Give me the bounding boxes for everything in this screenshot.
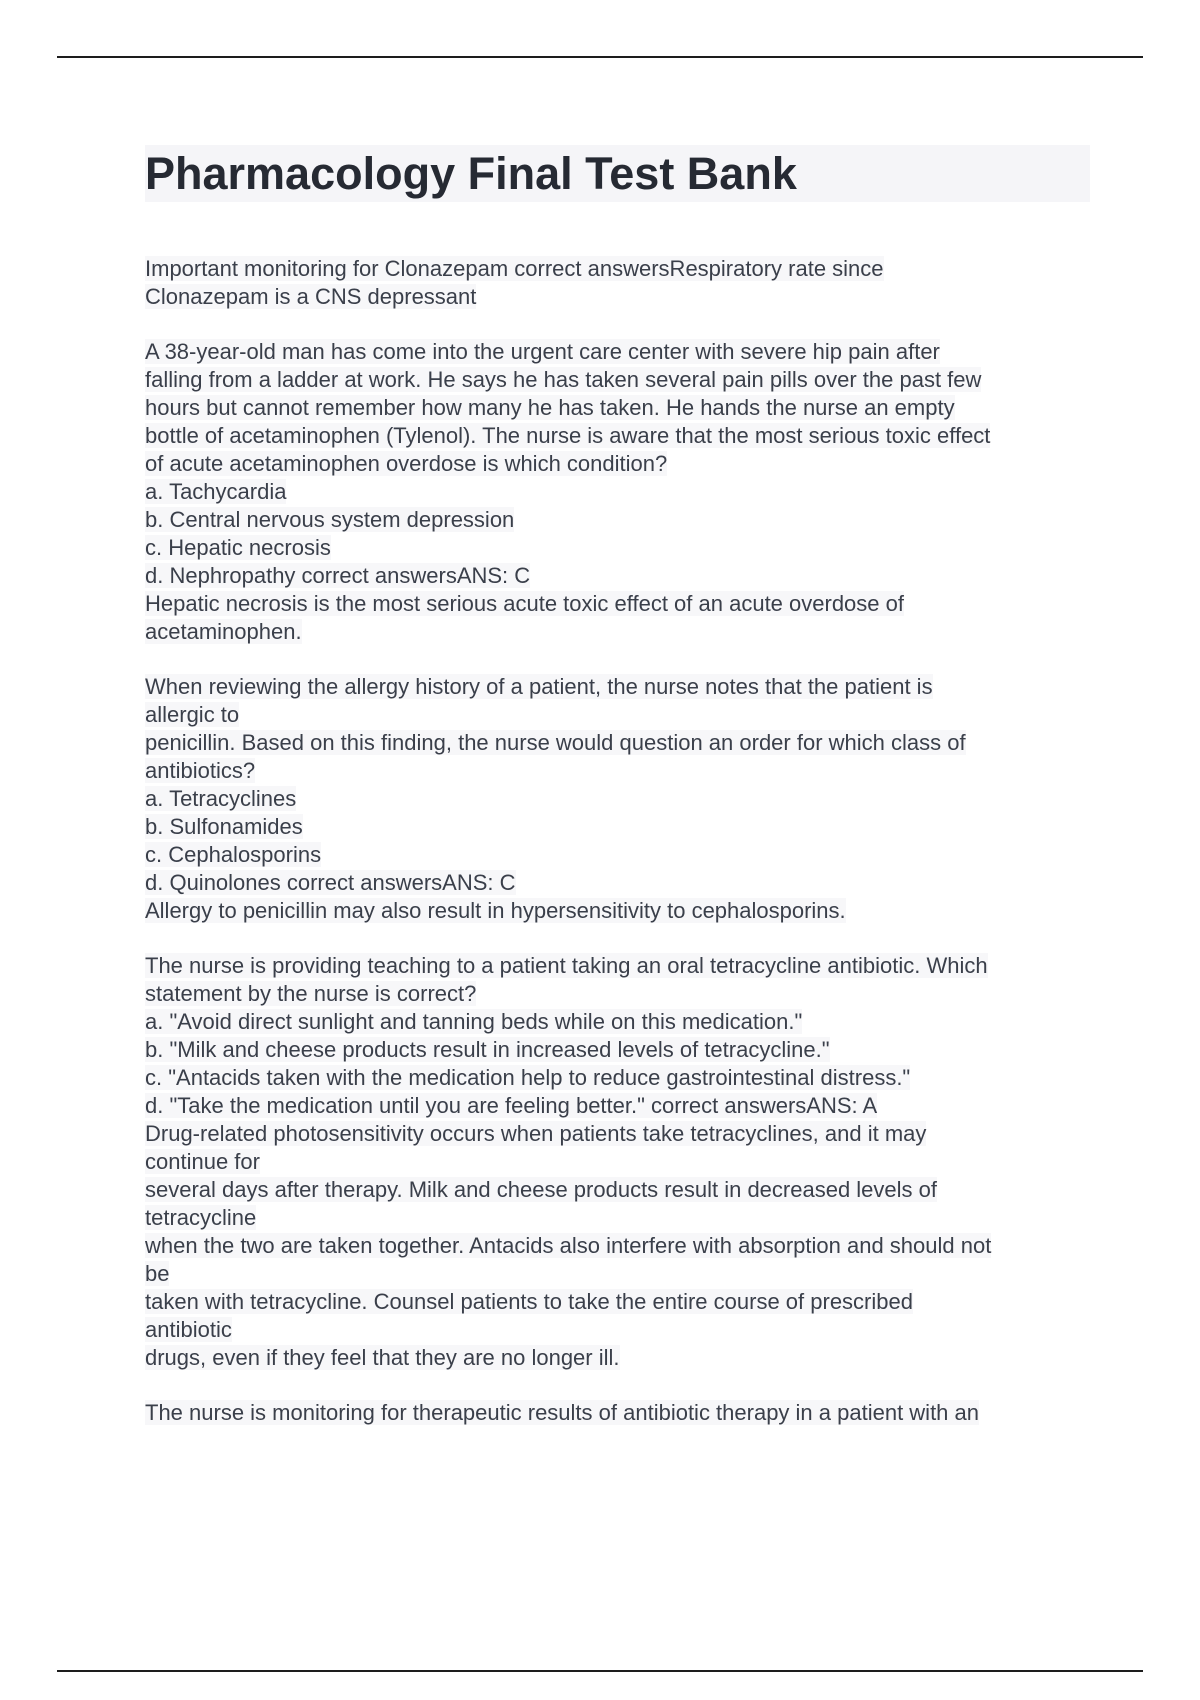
text-line-content: antibiotic <box>145 1317 232 1342</box>
text-line <box>145 841 1095 869</box>
text-line <box>145 673 1095 701</box>
text-line-content: falling from a ladder at work. He says he has taken several pain pills over the past few <box>145 367 982 392</box>
text-line <box>145 618 1095 646</box>
document-body <box>145 255 1095 1454</box>
text-line-content: d. Quinolones correct answersANS: C <box>145 870 516 895</box>
text-line-content: Hepatic necrosis is the most serious acute toxic effect of an acute overdose of <box>145 591 904 616</box>
text-line <box>145 1148 1095 1176</box>
text-line <box>145 1204 1095 1232</box>
text-line-content: The nurse is monitoring for therapeutic results of antibiotic therapy in a patient with an <box>145 1400 980 1425</box>
text-line <box>145 1092 1095 1120</box>
text-line-content: c. "Antacids taken with the medication help to reduce gastrointestinal distress." <box>145 1065 911 1090</box>
text-line-content: drugs, even if they feel that they are no longer ill. <box>145 1345 620 1370</box>
top-rule <box>57 56 1143 58</box>
qa-block <box>145 338 1095 646</box>
title-banner <box>145 145 1090 202</box>
text-line-content: b. Sulfonamides <box>145 814 303 839</box>
text-line-content: When reviewing the allergy history of a patient, the nurse notes that the patient is <box>145 674 933 699</box>
text-line-content: Clonazepam is a CNS depressant <box>145 284 477 309</box>
text-line <box>145 701 1095 729</box>
text-line <box>145 980 1095 1008</box>
text-line <box>145 1036 1095 1064</box>
text-line-content: antibiotics? <box>145 758 256 783</box>
text-line <box>145 506 1095 534</box>
text-line <box>145 450 1095 478</box>
text-line <box>145 338 1095 366</box>
text-line-content: d. "Take the medication until you are feeling better." correct answersANS: A <box>145 1093 878 1118</box>
text-line <box>145 1176 1095 1204</box>
text-line <box>145 869 1095 897</box>
text-line-content: when the two are taken together. Antacids also interfere with absorption and should not <box>145 1233 992 1258</box>
qa-block <box>145 673 1095 925</box>
text-line <box>145 729 1095 757</box>
text-line-content: of acute acetaminophen overdose is which condition? <box>145 451 668 476</box>
text-line-content: b. Central nervous system depression <box>145 507 515 532</box>
qa-block <box>145 255 1095 311</box>
page-title: Pharmacology Final Test Bank <box>145 148 797 199</box>
text-line <box>145 1064 1095 1092</box>
bottom-rule <box>57 1670 1143 1672</box>
text-line <box>145 422 1095 450</box>
text-line-content: several days after therapy. Milk and cheese products result in decreased levels of <box>145 1177 937 1202</box>
text-line <box>145 1399 1095 1427</box>
text-line <box>145 813 1095 841</box>
text-line <box>145 785 1095 813</box>
text-line <box>145 1344 1095 1372</box>
text-line <box>145 757 1095 785</box>
text-line <box>145 1288 1095 1316</box>
text-line-content: d. Nephropathy correct answersANS: C <box>145 563 531 588</box>
text-line-content: allergic to <box>145 702 240 727</box>
text-line-content: a. Tetracyclines <box>145 786 297 811</box>
text-line-content: taken with tetracycline. Counsel patients to take the entire course of prescribed <box>145 1289 913 1314</box>
text-line-content: a. "Avoid direct sunlight and tanning beds while on this medication." <box>145 1009 803 1034</box>
text-line-content: A 38-year-old man has come into the urgent care center with severe hip pain after <box>145 339 940 364</box>
text-line <box>145 952 1095 980</box>
text-line <box>145 534 1095 562</box>
text-line-content: Allergy to penicillin may also result in hypersensitivity to cephalosporins. <box>145 898 846 923</box>
text-line-content: Drug-related photosensitivity occurs when patients take tetracyclines, and it may <box>145 1121 927 1146</box>
text-line <box>145 1008 1095 1036</box>
text-line <box>145 478 1095 506</box>
text-line-content: acetaminophen. <box>145 619 302 644</box>
text-line-content: The nurse is providing teaching to a patient taking an oral tetracycline antibiotic. Which <box>145 953 988 978</box>
text-line-content: statement by the nurse is correct? <box>145 981 477 1006</box>
text-line <box>145 562 1095 590</box>
text-line <box>145 897 1095 925</box>
text-line <box>145 1316 1095 1344</box>
text-line <box>145 1232 1095 1260</box>
text-line-content: hours but cannot remember how many he has taken. He hands the nurse an empty <box>145 395 955 420</box>
text-line-content: continue for <box>145 1149 260 1174</box>
qa-block <box>145 952 1095 1372</box>
text-line-content: tetracycline <box>145 1205 257 1230</box>
text-line-content: a. Tachycardia <box>145 479 287 504</box>
text-line <box>145 255 1095 283</box>
text-line <box>145 1260 1095 1288</box>
text-line <box>145 366 1095 394</box>
text-line-content: c. Cephalosporins <box>145 842 322 867</box>
text-line-content: c. Hepatic necrosis <box>145 535 331 560</box>
text-line-content: bottle of acetaminophen (Tylenol). The nurse is aware that the most serious toxic effect <box>145 423 991 448</box>
text-line <box>145 1120 1095 1148</box>
text-line <box>145 283 1095 311</box>
text-line-content: Important monitoring for Clonazepam correct answersRespiratory rate since <box>145 256 884 281</box>
text-line-content: be <box>145 1261 170 1286</box>
text-line-content: penicillin. Based on this finding, the nurse would question an order for which class of <box>145 730 966 755</box>
text-line <box>145 590 1095 618</box>
text-line-content: b. "Milk and cheese products result in increased levels of tetracycline." <box>145 1037 830 1062</box>
qa-block <box>145 1399 1095 1427</box>
text-line <box>145 394 1095 422</box>
